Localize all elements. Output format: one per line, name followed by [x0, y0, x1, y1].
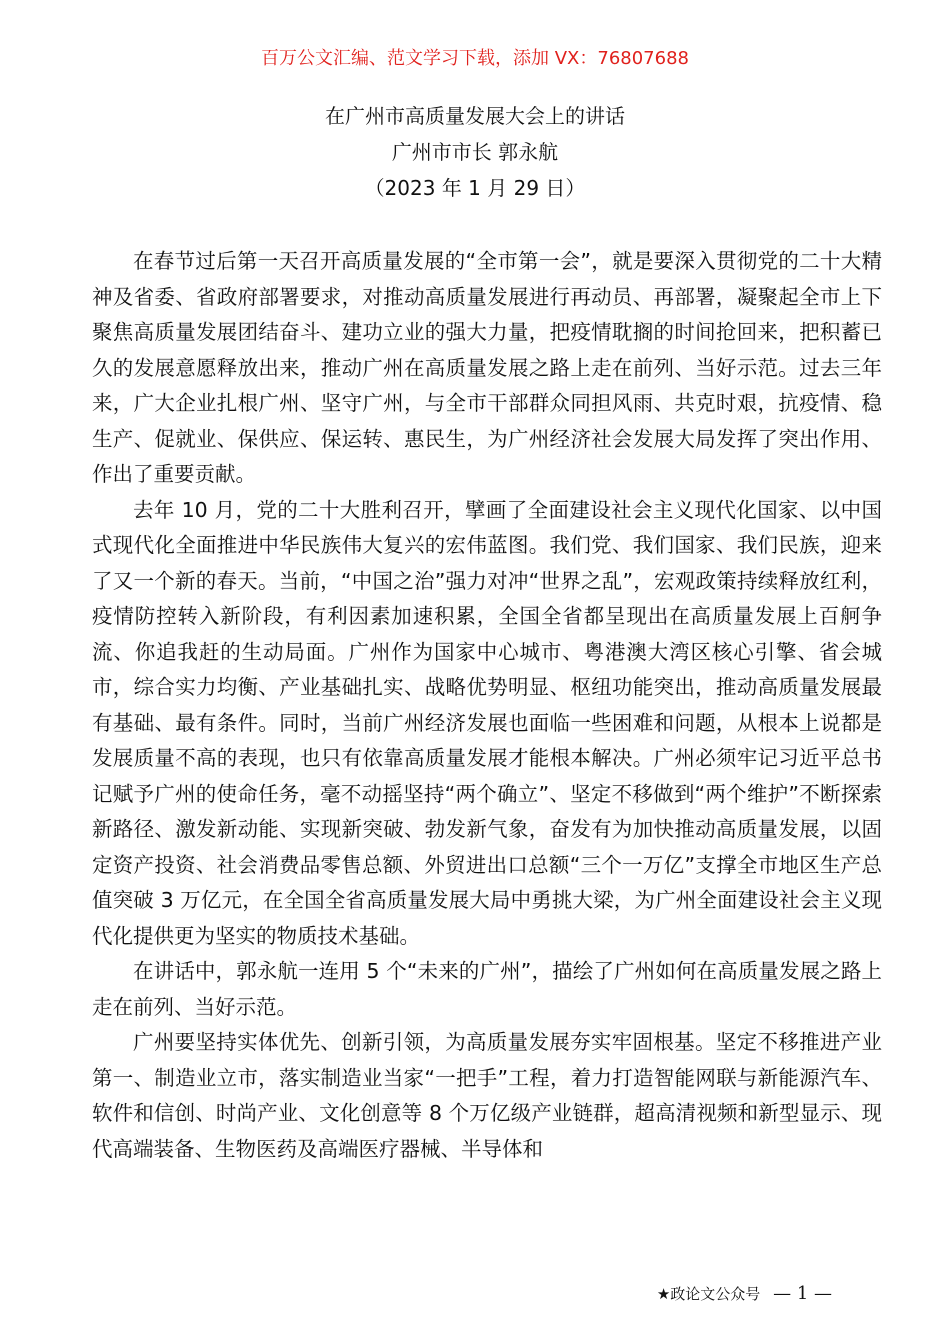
page-number: — 1 — [773, 1283, 832, 1304]
document-title: 在广州市高质量发展大会上的讲话 [325, 104, 625, 128]
document-body [92, 244, 882, 1167]
header-banner: 百万公文汇编、范文学习下载，添加 VX：76807688 [261, 48, 689, 69]
body-paragraph: 在讲话中，郭永航一连用 5 个“未来的广州”，描绘了广州如何在高质量发展之路上走在前列、当好示范。 [92, 959, 882, 1019]
footer-source: ★政论文公众号 [656, 1285, 761, 1303]
title-block [0, 98, 950, 206]
body-paragraph: 广州要坚持实体优先、创新引领，为高质量发展夯实牢固根基。坚定不移推进产业第一、制造业立市，落实制造业当家“一把手”工程，着力打造智能网联与新能源汽车、软件和信创、时尚产业、文化创意等 8 个万亿级产业链群，超高清视频和新型显示、现代高端装备、生物医药及高端医疗器械、半导体和 [92, 1030, 882, 1161]
page-footer [657, 1282, 832, 1306]
author-line: 广州市市长 郭永航 [391, 140, 559, 164]
body-paragraph: 在春节过后第一天召开高质量发展的“全市第一会”，就是要深入贯彻党的二十大精神及省委、省政府部署要求，对推动高质量发展进行再动员、再部署，凝聚起全市上下聚焦高质量发展团结奋斗、建功立业的强大力量，把疫情耽搁的时间抢回来，把积蓄已久的发展意愿释放出来，推动广州在高质量发展之路上走在前列、当好示范。过去三年来，广大企业扎根广州、坚守广州，与全市干部群众同担风雨、共克时艰，抗疫情、稳生产、促就业、保供应、保运转、惠民生，为广州经济社会发展大局发挥了突出作用、作出了重要贡献。 [92, 249, 882, 486]
body-paragraph: 去年 10 月，党的二十大胜利召开，擘画了全面建设社会主义现代化国家、以中国式现代化全面推进中华民族伟大复兴的宏伟蓝图。我们党、我们国家、我们民族，迎来了又一个新的春天。当前，“中国之治”强力对冲“世界之乱”，宏观政策持续释放红利，疫情防控转入新阶段，有利因素加速积累，全国全省都呈现出在高质量发展上百舸争流、你追我赶的生动局面。广州作为国家中心城市、粤港澳大湾区核心引擎、省会城市，综合实力均衡、产业基础扎实、战略优势明显、枢纽功能突出，推动高质量发展最有基础、最有条件。同时，当前广州经济发展也面临一些困难和问题，从根本上说都是发展质量不高的表现，也只有依靠高质量发展才能根本解决。广州必须牢记习近平总书记赋予广州的使命任务，毫不动摇坚持“两个确立”、坚定不移做到“两个维护”不断探索新路径、激发新动能、实现新突破、勃发新气象，奋发有为加快推动高质量发展，以固定资产投资、社会消费品零售总额、外贸进出口总额“三个一万亿”支撑全市地区生产总值突破 3 万亿元，在全国全省高质量发展大局中勇挑大梁，为广州全面建设社会主义现代化提供更为坚实的物质技术基础。 [92, 497, 882, 948]
date-line: （2023 年 1 月 29 日） [364, 176, 586, 200]
